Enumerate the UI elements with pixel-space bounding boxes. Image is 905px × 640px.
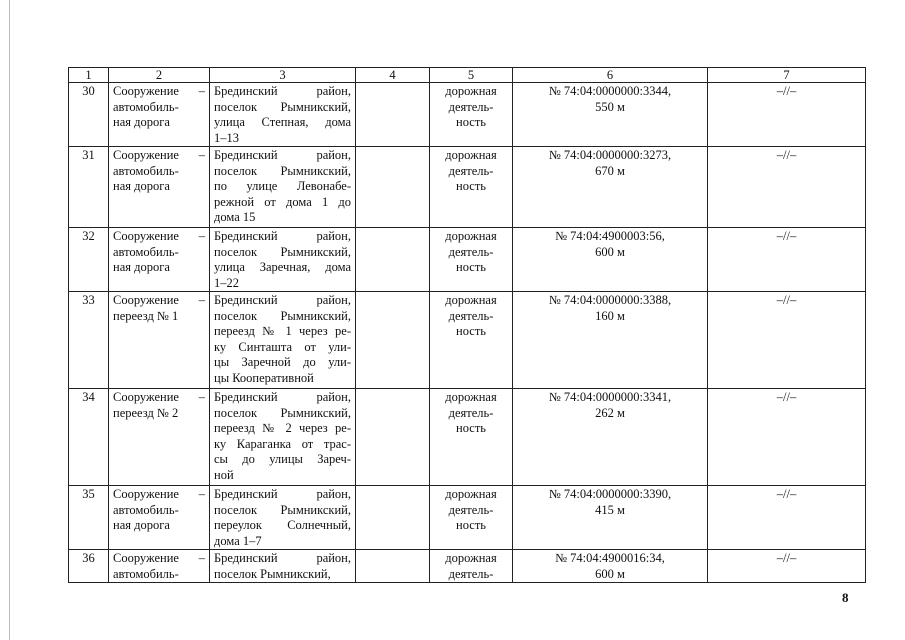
address-cell [210,228,356,292]
address-cell [210,147,356,228]
table-row [69,83,866,147]
object-name-cell-line: ная дорога [113,115,170,129]
address-cell-line: Брединский район, [214,551,351,565]
address-cell-line: по улице Левонабе- [214,179,351,193]
cadastral-cell-line: 550 м [595,99,625,114]
object-name-cell-line: Сооружение – [113,390,205,404]
cadastral-cell-line: 600 м [595,566,625,581]
note-cell: –//– [708,83,866,147]
note-cell: –//– [708,486,866,550]
address-cell-line: ку Караганка от трас- [214,436,351,451]
header-row [69,68,866,83]
object-name-cell-line: автомобиль- [113,163,179,178]
cadastral-cell-line: 160 м [595,308,625,323]
activity-cell-line: дорожная [445,229,497,243]
column-header: 5 [430,68,513,83]
empty-cell [356,292,430,389]
address-cell-line: 1–22 [214,275,239,290]
address-cell-line: поселок Рымникский, [214,502,351,517]
column-header: 6 [513,68,708,83]
address-cell-line: Брединский район, [214,487,351,501]
activity-cell-line: деятель- [448,99,494,114]
cadastral-cell [513,83,708,147]
registry-table [68,67,866,583]
cadastral-cell [513,147,708,228]
activity-cell [430,147,513,228]
cadastral-cell-line: № 74:04:0000000:3341, [548,390,672,404]
page-number: 8 [842,590,849,605]
activity-cell-line: ность [456,179,486,193]
address-cell-line: Брединский район, [214,293,351,307]
activity-cell-line: деятель- [448,163,494,178]
activity-cell-line: дорожная [445,148,497,162]
empty-cell [356,83,430,147]
row-number-cell: 36 [69,550,109,583]
address-cell-line: дома 1–7 [214,533,262,548]
activity-cell-line: деятель- [448,405,494,420]
empty-cell [356,550,430,583]
activity-cell-line: дорожная [445,390,497,404]
activity-cell-line: деятель- [448,502,494,517]
table-row [69,486,866,550]
table-row [69,292,866,389]
address-cell-line: улица Заречная, дома [214,260,351,274]
object-name-cell-line: автомобиль- [113,566,179,581]
column-header: 4 [356,68,430,83]
object-name-cell [109,292,210,389]
note-cell: –//– [708,228,866,292]
table-row [69,550,866,583]
row-number-cell: 31 [69,147,109,228]
address-cell-line: сы до улицы Зареч- [214,452,351,466]
cadastral-cell-line: № 74:04:0000000:3390, [548,487,672,501]
address-cell-line: поселок Рымникский, [214,99,351,114]
empty-cell [356,389,430,486]
address-cell-line: 1–13 [214,130,239,145]
object-name-cell-line: автомобиль- [113,502,179,517]
address-cell-line: Брединский район, [214,84,351,98]
column-header: 7 [708,68,866,83]
object-name-cell [109,147,210,228]
table-row [69,389,866,486]
row-number-cell: 34 [69,389,109,486]
activity-cell-line: ность [456,421,486,435]
object-name-cell [109,550,210,583]
activity-cell-line: дорожная [445,551,497,565]
address-cell-line: улица Степная, дома [214,115,351,129]
cadastral-cell-line: № 74:04:0000000:3388, [548,293,672,307]
address-cell [210,550,356,583]
activity-cell-line: ность [456,324,486,338]
address-cell-line: дома 15 [214,210,256,224]
cadastral-cell [513,486,708,550]
cadastral-cell [513,389,708,486]
row-number-cell: 35 [69,486,109,550]
address-cell-line: поселок Рымникский, [214,163,351,178]
object-name-cell-line: Сооружение – [113,293,205,307]
cadastral-cell-line: № 74:04:0000000:3344, [548,84,672,98]
object-name-cell-line: Сооружение – [113,487,205,501]
empty-cell [356,486,430,550]
address-cell-line: переезд № 1 через ре- [214,324,351,338]
object-name-cell-line: Сооружение – [113,229,205,243]
note-cell: –//– [708,550,866,583]
object-name-cell-line: ная дорога [113,260,170,274]
object-name-cell-line: ная дорога [113,518,170,532]
object-name-cell-line: автомобиль- [113,244,179,259]
note-cell: –//– [708,292,866,389]
address-cell-line: Брединский район, [214,390,351,404]
address-cell-line: цы Кооперативной [214,370,314,385]
activity-cell [430,389,513,486]
activity-cell-line: деятель- [448,244,494,259]
activity-cell [430,83,513,147]
cadastral-cell-line: 600 м [595,244,625,259]
activity-cell [430,550,513,583]
note-cell: –//– [708,147,866,228]
empty-cell [356,147,430,228]
cadastral-cell-line: 670 м [595,163,625,178]
activity-cell-line: дорожная [445,84,497,98]
column-header: 2 [109,68,210,83]
object-name-cell [109,83,210,147]
address-cell [210,389,356,486]
activity-cell-line: ность [456,115,486,129]
activity-cell-line: дорожная [445,293,497,307]
empty-cell [356,228,430,292]
cadastral-cell [513,228,708,292]
table-row [69,147,866,228]
address-cell-line: цы Заречной до ули- [214,355,351,369]
address-cell-line: Брединский район, [214,229,351,243]
address-cell-line: переулок Солнечный, [214,518,351,532]
table-row [69,228,866,292]
row-number-cell: 33 [69,292,109,389]
object-name-cell-line: Сооружение – [113,551,205,565]
address-cell [210,486,356,550]
activity-cell-line: ность [456,260,486,274]
address-cell-line: ной [214,467,234,482]
address-cell-line: переезд № 2 через ре- [214,421,351,435]
address-cell-line: поселок Рымникский, [214,405,351,420]
object-name-cell-line: Сооружение – [113,84,205,98]
column-header: 1 [69,68,109,83]
cadastral-cell-line: № 74:04:4900003:56, [555,229,665,243]
address-cell-line: поселок Рымникский, [214,308,351,323]
cadastral-cell [513,292,708,389]
cadastral-cell-line: 415 м [595,502,625,517]
object-name-cell-line: автомобиль- [113,99,179,114]
object-name-cell-line: Сооружение – [113,148,205,162]
activity-cell-line: деятель- [448,308,494,323]
cadastral-cell [513,550,708,583]
activity-cell-line: деятель- [448,566,494,581]
address-cell-line: поселок Рымникский, [214,566,331,581]
row-number-cell: 32 [69,228,109,292]
activity-cell [430,292,513,389]
object-name-cell-line: ная дорога [113,179,170,193]
address-cell-line: режной от дома 1 до [214,194,351,209]
row-number-cell: 30 [69,83,109,147]
address-cell [210,292,356,389]
activity-cell [430,486,513,550]
column-header: 3 [210,68,356,83]
cadastral-cell-line: № 74:04:0000000:3273, [548,148,672,162]
cadastral-cell-line: № 74:04:4900016:34, [555,551,665,565]
activity-cell [430,228,513,292]
address-cell-line: Брединский район, [214,148,351,162]
page-edge-line [9,0,10,640]
note-cell: –//– [708,389,866,486]
address-cell-line: ку Синташта от ули- [214,339,351,354]
address-cell-line: поселок Рымникский, [214,244,351,259]
address-cell [210,83,356,147]
activity-cell-line: дорожная [445,487,497,501]
object-name-cell-line: переезд № 2 [113,405,179,420]
cadastral-cell-line: 262 м [595,405,625,420]
table-body [69,83,866,583]
object-name-cell-line: переезд № 1 [113,308,179,323]
object-name-cell [109,486,210,550]
object-name-cell [109,228,210,292]
object-name-cell [109,389,210,486]
activity-cell-line: ность [456,518,486,532]
